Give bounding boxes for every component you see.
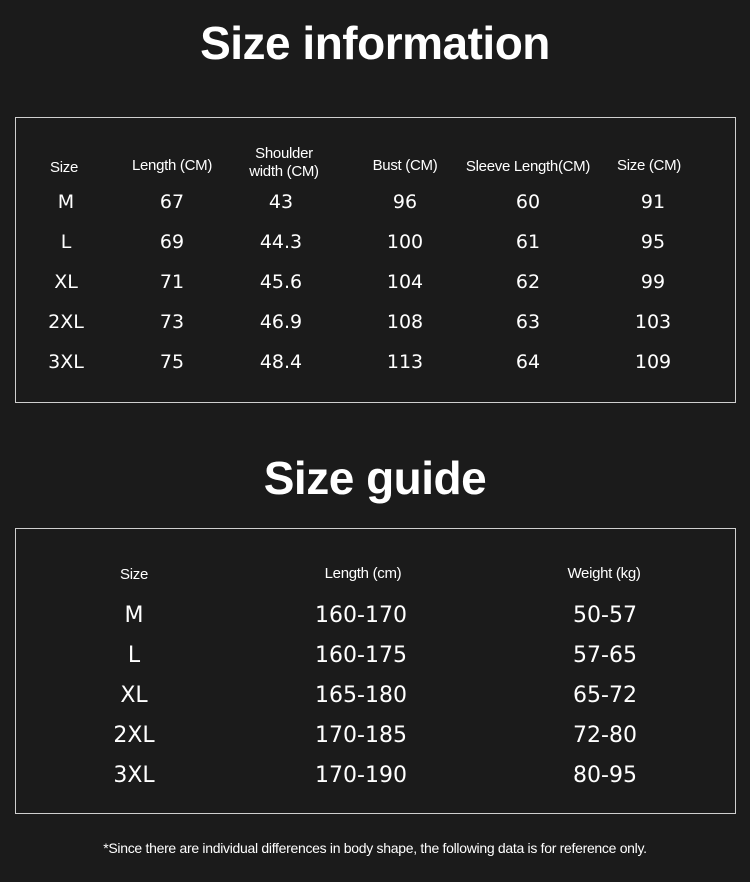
table-cell: 165-180 [315,683,407,708]
header-shoulder-line2: width (CM) [249,163,319,180]
table-cell: 95 [640,231,666,253]
table-cell: 103 [634,311,672,333]
header-length: Length (CM) [131,157,213,174]
header-sleeve-length: Sleeve Length(CM) [465,158,591,175]
table-cell: 2XL [113,723,155,748]
table-cell: XL [120,683,148,708]
table-cell: 109 [634,351,672,373]
table-cell: 71 [159,271,185,293]
table-cell: 57-65 [573,643,637,668]
table-cell: 80-95 [573,763,637,788]
table-cell: 65-72 [573,683,637,708]
table-cell: 44.3 [259,231,303,253]
table-cell: 48.4 [259,351,303,373]
table-cell: 69 [159,231,185,253]
table-cell: 63 [515,311,541,333]
table-cell: XL [54,271,78,293]
table-cell: 113 [386,351,424,373]
table-cell: 104 [386,271,424,293]
header-size: Size [120,566,148,583]
table-cell: 3XL [113,763,155,788]
table-cell: 99 [640,271,666,293]
header-size: Size [50,159,78,176]
table-cell: 45.6 [259,271,303,293]
header-bust: Bust (CM) [372,157,438,174]
table-cell: 160-175 [315,643,407,668]
table-cell: 50-57 [573,603,637,628]
size-guide-table [15,528,736,814]
header-size-cm: Size (CM) [617,157,681,174]
table-cell: 60 [515,191,541,213]
size-information-title: Size information [200,17,550,69]
table-cell: 100 [386,231,424,253]
table-cell: 62 [515,271,541,293]
table-cell: L [60,231,72,253]
table-cell: 75 [159,351,185,373]
header-shoulder-width [249,145,319,181]
size-guide-title: Size guide [263,452,487,504]
table-cell: L [127,643,141,668]
table-cell: M [57,191,75,213]
table-cell: 43 [268,191,294,213]
table-cell: 160-170 [315,603,407,628]
table-cell: 170-190 [315,763,407,788]
table-cell: 64 [515,351,541,373]
table-cell: 73 [159,311,185,333]
table-cell: 72-80 [573,723,637,748]
table-cell: 96 [392,191,418,213]
table-cell: M [124,603,144,628]
table-cell: 2XL [48,311,84,333]
table-cell: 61 [515,231,541,253]
table-cell: 91 [640,191,666,213]
table-cell: 67 [159,191,185,213]
header-shoulder-line1: Shoulder [255,145,313,162]
table-cell: 3XL [48,351,84,373]
size-information-table [15,117,736,403]
header-weight: Weight (kg) [567,565,641,582]
table-cell: 108 [386,311,424,333]
table-cell: 170-185 [315,723,407,748]
header-length: Length (cm) [324,565,402,582]
reference-footnote: *Since there are individual differences in body shape, the following data is for reference only. [103,840,647,856]
table-cell: 46.9 [259,311,303,333]
